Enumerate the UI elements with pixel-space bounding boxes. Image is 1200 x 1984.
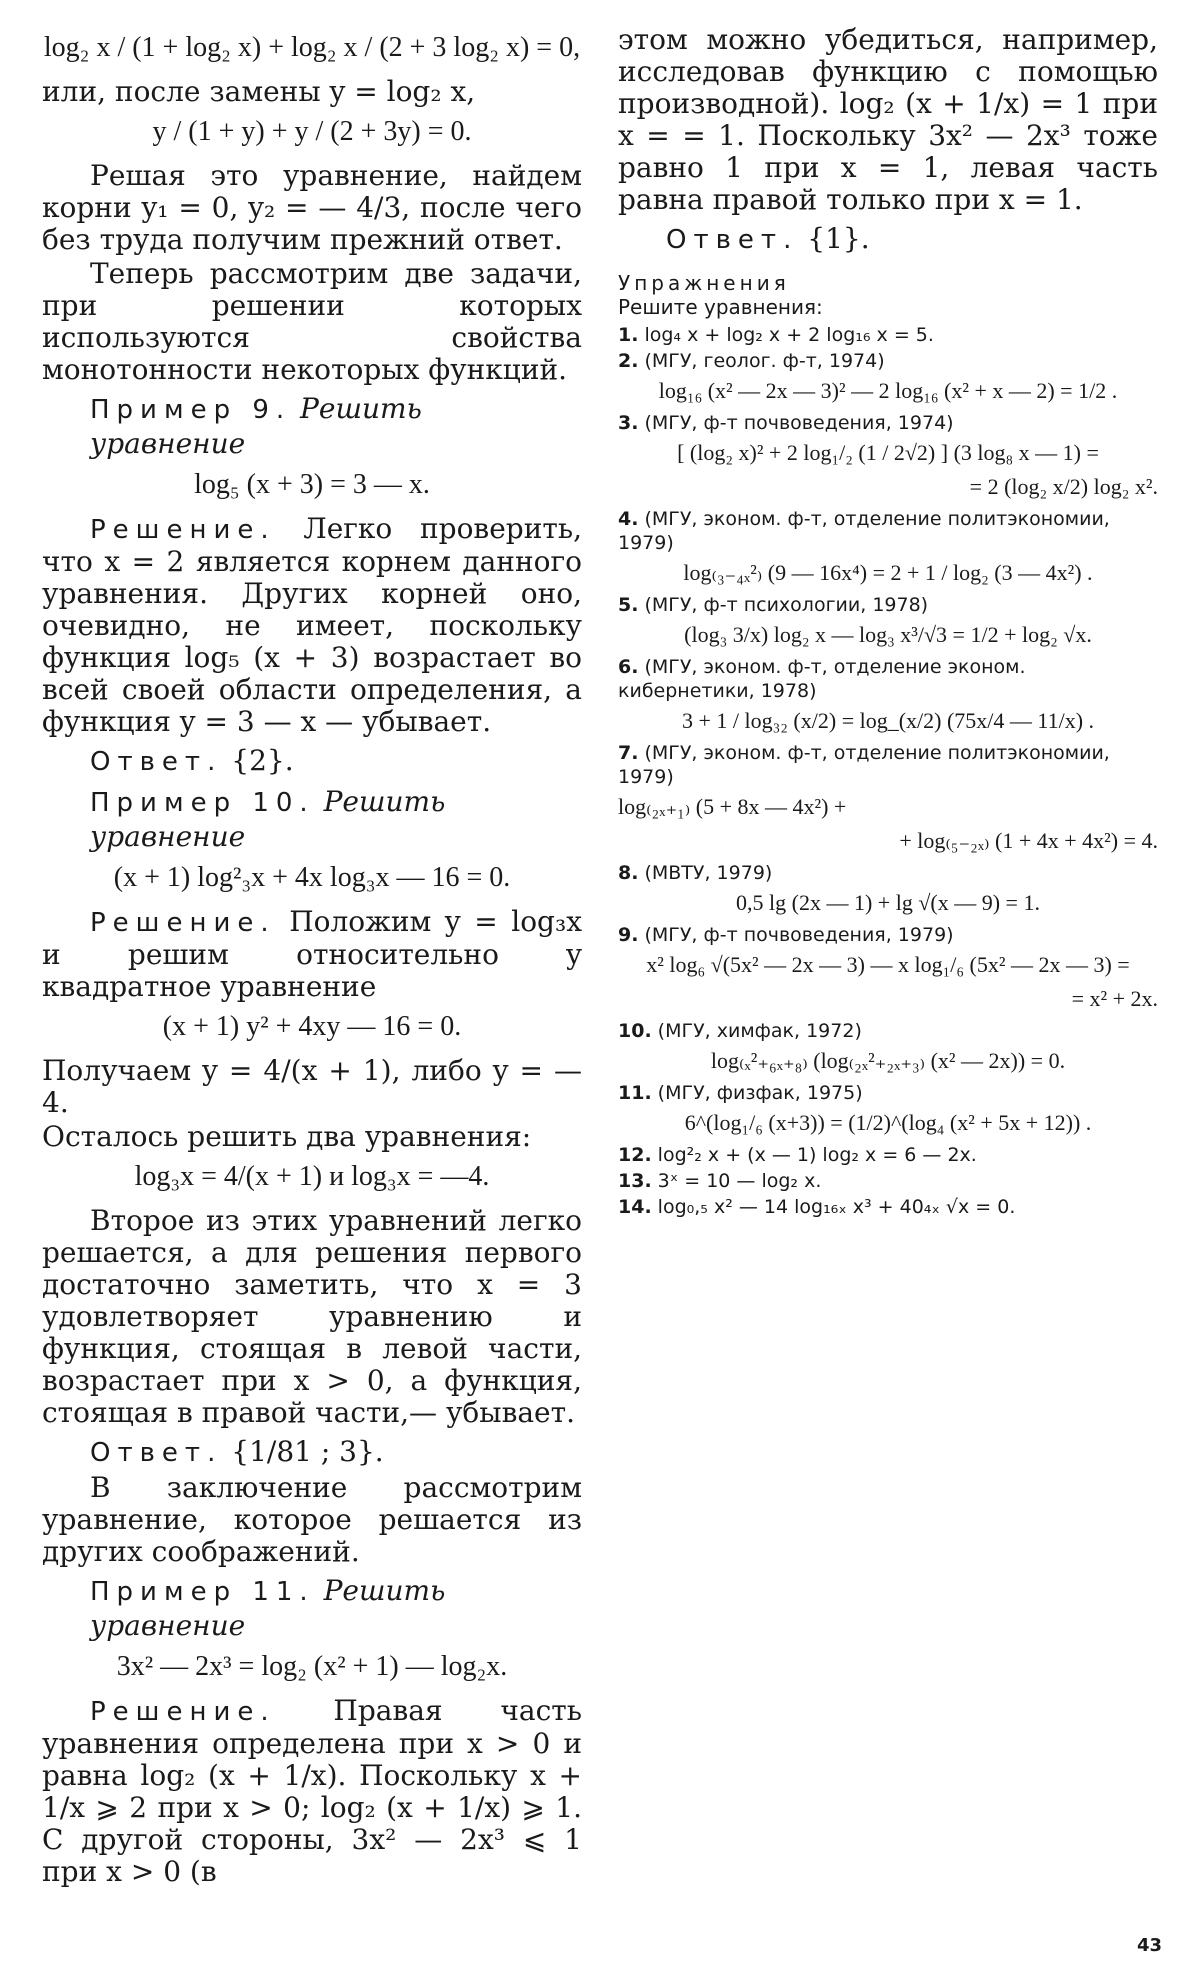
exercise-source: (МВТУ, 1979) bbox=[644, 862, 773, 884]
equation: log₃x = 4/(x + 1) и log₃x = —4. bbox=[134, 1161, 490, 1192]
solution-paragraph bbox=[42, 1695, 582, 1888]
left-column bbox=[42, 24, 582, 1890]
answer-label: Ответ. bbox=[90, 747, 223, 777]
example-9-header bbox=[42, 392, 582, 461]
example-10-header bbox=[42, 785, 582, 854]
example-task: Решить уравнение bbox=[90, 785, 446, 853]
exercise-equation: log₁₆ (x² — 2x — 3)² — 2 log₁₆ (x² + x — 2) = 1/2 . bbox=[658, 378, 1118, 403]
exercise-source: (МГУ, ф-т почвоведения, 1979) bbox=[644, 924, 954, 946]
exercise-text: log₀,₅ x² — 14 log₁₆ₓ x³ + 40₄ₓ √x = 0. bbox=[657, 1196, 1016, 1218]
exercise-source: (МГУ, физфак, 1975) bbox=[657, 1082, 863, 1104]
answer-value: {1}. bbox=[807, 222, 870, 255]
paragraph: Получаем y = 4/(x + 1), либо y = —4. bbox=[42, 1054, 582, 1119]
exercise-4 bbox=[618, 507, 1158, 555]
equation: (x + 1) log²₃x + 4x log₃x — 16 = 0. bbox=[113, 862, 511, 893]
exercise-number: 5. bbox=[618, 594, 639, 616]
exercise-9 bbox=[618, 923, 1158, 947]
solution-paragraph bbox=[42, 513, 582, 738]
exercise-equation: + log₍₅₋₂ₓ₎ (1 + 4x + 4x²) = 4. bbox=[899, 828, 1158, 853]
exercise-3 bbox=[618, 411, 1158, 435]
paragraph: Осталось решить два уравнения: bbox=[42, 1120, 532, 1153]
example-11-header bbox=[42, 1574, 582, 1643]
exercise-number: 11. bbox=[618, 1082, 652, 1104]
exercise-text: log₄ x + log₂ x + 2 log₁₆ x = 5. bbox=[644, 324, 934, 346]
exercise-equation: 3 + 1 / log₃₂ (x/2) = log_(x/2) (75x/4 — 11/x) . bbox=[681, 708, 1095, 733]
example-task: Решить уравнение bbox=[90, 392, 422, 460]
solution-text: Правая часть уравнения определена при x > 0 и равна log₂ (x + 1/x). Поскольку x + 1/x ⩾ 2 при x > 0; log₂ (x + 1/x) ⩾ 1. С другой стороны, 3x² — 2x³ ⩽ 1 при x > 0 (в bbox=[42, 1694, 582, 1888]
exercise-source: (МГУ, химфак, 1972) bbox=[657, 1020, 862, 1042]
right-column bbox=[618, 24, 1158, 1221]
paragraph: этом можно убедиться, например, исследовав функцию с помощью производной). log₂ (x + 1/x) = 1 при x = = 1. Поскольку 3x² — 2x³ тоже равно 1 при x = 1, левая часть равна правой только при x = 1. bbox=[618, 23, 1158, 216]
exercise-source: (МГУ, эконом. ф-т, отделение политэкономии, 1979) bbox=[618, 742, 1110, 788]
exercise-source: (МГУ, эконом. ф-т, отделение эконом. кибернетики, 1978) bbox=[618, 656, 1026, 702]
exercise-equation: [ (log₂ x)² + 2 log₁/₂ (1 / 2√2) ] (3 log₈ x — 1) = bbox=[677, 440, 1099, 465]
exercise-number: 9. bbox=[618, 924, 639, 946]
equation: (x + 1) y² + 4xy — 16 = 0. bbox=[162, 1011, 462, 1042]
solution-text: Положим y = log₃x и решим относительно y квадратное уравнение bbox=[42, 905, 582, 1003]
exercise-source: (МГУ, геолог. ф-т, 1974) bbox=[644, 350, 885, 372]
example-label: Пример 9. bbox=[90, 395, 292, 425]
answer-value: {1/81 ; 3}. bbox=[231, 1435, 384, 1468]
exercise-number: 1. bbox=[618, 324, 639, 346]
exercise-10 bbox=[618, 1019, 1158, 1043]
equation: log₂ x / (1 + log₂ x) + log₂ x / (2 + 3 log₂ x) = 0, bbox=[43, 32, 581, 63]
exercise-source: (МГУ, ф-т психологии, 1978) bbox=[644, 594, 929, 616]
exercise-6 bbox=[618, 655, 1158, 703]
exercise-source: (МГУ, эконом. ф-т, отделение политэкономии, 1979) bbox=[618, 508, 1110, 554]
paragraph: В заключение рассмотрим уравнение, которое решается из других соображений. bbox=[42, 1471, 582, 1568]
exercise-number: 4. bbox=[618, 508, 639, 530]
exercise-number: 8. bbox=[618, 862, 639, 884]
example-task: Решить уравнение bbox=[90, 1574, 446, 1642]
exercise-equation: log₍₃₋₄ₓ²₎ (9 — 16x⁴) = 2 + 1 / log₂ (3 — 4x²) . bbox=[683, 560, 1093, 585]
answer bbox=[42, 744, 582, 779]
paragraph: Решая это уравнение, найдем корни y₁ = 0, y₂ = — 4/3, после чего без труда получим прежний ответ. bbox=[42, 159, 582, 256]
answer-value: {2}. bbox=[231, 744, 294, 777]
exercise-number: 14. bbox=[618, 1196, 652, 1218]
exercise-8 bbox=[618, 861, 1158, 885]
exercise-5 bbox=[618, 593, 1158, 617]
exercise-equation: 6^(log₁/₆ (x+3)) = (1/2)^(log₄ (x² + 5x + 12)) . bbox=[684, 1110, 1092, 1135]
answer bbox=[618, 222, 1158, 257]
exercise-2 bbox=[618, 349, 1158, 373]
paragraph: Второе из этих уравнений легко решается, а для решения первого достаточно заметить, что x = 3 удовлетворяет уравнению и функция, стоящая в левой части, возрастает при x > 0, а функция, стоящая в правой части,— убывает. bbox=[42, 1204, 582, 1429]
solution-label: Решение. bbox=[90, 908, 276, 938]
solution-label: Решение. bbox=[90, 515, 276, 545]
exercise-text: log²₂ x + (x — 1) log₂ x = 6 — 2x. bbox=[657, 1144, 977, 1166]
exercise-13 bbox=[618, 1169, 1158, 1193]
page-number: 43 bbox=[1136, 1935, 1162, 1956]
equation: log₅ (x + 3) = 3 — x. bbox=[194, 469, 430, 500]
answer bbox=[42, 1435, 582, 1470]
exercise-11 bbox=[618, 1081, 1158, 1105]
answer-label: Ответ. bbox=[666, 225, 799, 255]
equation: y / (1 + y) + y / (2 + 3y) = 0. bbox=[152, 116, 472, 147]
answer-label: Ответ. bbox=[90, 1438, 223, 1468]
exercise-number: 13. bbox=[618, 1170, 652, 1192]
solution-text: Легко проверить, что x = 2 является корнем данного уравнения. Других корней оно, очевидно, не имеет, поскольку функция log₅ (x + 3) возрастает во всей своей области определения, а функция y = 3 — x — убывает. bbox=[42, 512, 582, 738]
exercise-text: 3ˣ = 10 — log₂ x. bbox=[657, 1170, 822, 1192]
exercises-title: Упражнения bbox=[618, 271, 790, 295]
exercise-equation: log₍₂ₓ₊₁₎ (5 + 8x — 4x²) + bbox=[618, 794, 847, 819]
exercise-number: 6. bbox=[618, 656, 639, 678]
exercise-equation: (log₃ 3/x) log₂ x — log₃ x³/√3 = 1/2 + log₂ √x. bbox=[684, 622, 1092, 647]
example-label: Пример 10. bbox=[90, 788, 315, 818]
exercise-equation: x² log₆ √(5x² — 2x — 3) — x log₁/₆ (5x² — 2x — 3) = bbox=[646, 952, 1130, 977]
exercise-1 bbox=[618, 323, 1158, 347]
exercise-number: 7. bbox=[618, 742, 639, 764]
exercise-number: 2. bbox=[618, 350, 639, 372]
solution-paragraph bbox=[42, 906, 582, 1003]
example-label: Пример 11. bbox=[90, 1577, 315, 1607]
exercise-number: 3. bbox=[618, 412, 639, 434]
solution-label: Решение. bbox=[90, 1697, 276, 1727]
equation: 3x² — 2x³ = log₂ (x² + 1) — log₂x. bbox=[116, 1651, 508, 1682]
exercise-12 bbox=[618, 1143, 1158, 1167]
exercise-source: (МГУ, ф-т почвоведения, 1974) bbox=[644, 412, 954, 434]
exercise-7 bbox=[618, 741, 1158, 789]
exercise-number: 12. bbox=[618, 1144, 652, 1166]
exercise-equation: log₍ₓ²₊₆ₓ₊₈₎ (log₍₂ₓ²₊₂ₓ₊₃₎ (x² — 2x)) = 0. bbox=[710, 1048, 1066, 1073]
exercise-14 bbox=[618, 1195, 1158, 1219]
exercise-equation: = 2 (log₂ x/2) log₂ x². bbox=[969, 474, 1158, 499]
paragraph: или, после замены y = log₂ x, bbox=[42, 75, 476, 108]
paragraph: Теперь рассмотрим две задачи, при решении которых используются свойства монотонности некоторых функций. bbox=[42, 257, 582, 386]
exercise-number: 10. bbox=[618, 1020, 652, 1042]
exercise-equation: 0,5 lg (2x — 1) + lg √(x — 9) = 1. bbox=[736, 890, 1040, 915]
exercises-subtitle: Решите уравнения: bbox=[618, 295, 823, 319]
exercise-equation: = x² + 2x. bbox=[1071, 986, 1158, 1011]
